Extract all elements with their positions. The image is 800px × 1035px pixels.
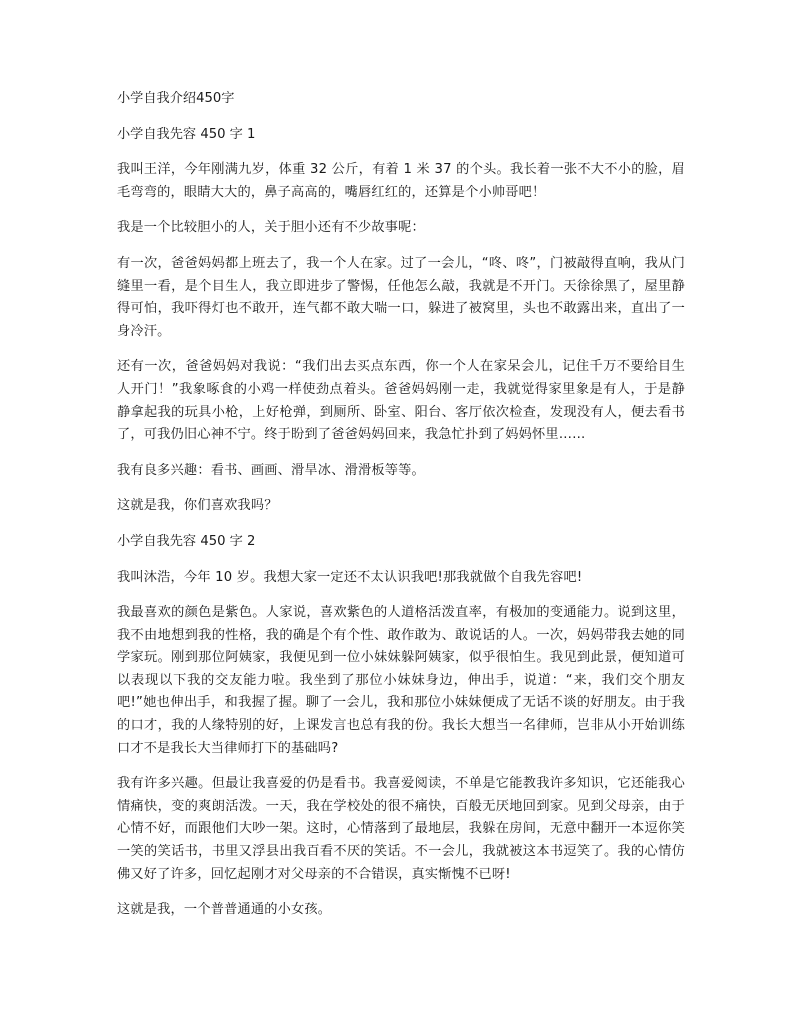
- section-1-paragraph-3: 有一次，爸爸妈妈都上班去了，我一个人在家。过了一会儿，“咚、咚”，门被敲得直响，我从门缝里一看，是个目生人，我立即进步了警惕，任他怎么敲，我就是不开门。天徐徐黑了，屋里静得可怕，我吓得灯也不敢开，连气都不敢大喘一口，躲进了被窝里，头也不敢露出来，直出了一身冷汗。: [117, 255, 685, 339]
- section-1-paragraph-5: 我有良多兴趣：看书、画画、滑旱冰、滑滑板等等。: [117, 462, 425, 478]
- section-1-paragraph-1: 我叫王洋，今年刚满九岁，体重 32 公斤，有着 1 米 37 的个头。我长着一张不大不小的脸，眉毛弯弯的，眼睛大大的，鼻子高高的，嘴唇红红的，还算是个小帅哥吧！: [117, 162, 685, 200]
- document-page: [117, 88, 685, 935]
- section-2-paragraph-2: 我最喜欢的颜色是紫色。人家说，喜欢紫色的人道格活泼直率，有极加的变通能力。说到这里，我不由地想到我的性格，我的确是个有个性、敢作敢为、敢说话的人。一次，妈妈带我去她的同学家玩。刚到那位阿姨家，我便见到一位小妹妹躲阿姨家，似乎很怕生。我见到此景，便知道可以表现以下我的交友能力啦。我坐到了那位小妹妹身边，伸出手，说道：“来，我们交个朋友吧!”她也伸出手，和我握了握。聊了一会儿，我和那位小妹妹便成了无话不谈的好朋友。由于我的口才，我的人缘特别的好，上课发言也总有我的份。我长大想当一名律师，岂非从小开始训练口才不是我长大当律师打下的基础吗?: [117, 605, 685, 756]
- section-1-paragraph-4: 还有一次，爸爸妈妈对我说：“我们出去买点东西，你一个人在家呆会儿，记住千万不要给目生人开门！”我象啄食的小鸡一样使劲点着头。爸爸妈妈刚一走，我就觉得家里象是有人，于是静静拿起我的玩具小枪，上好枪弹，到厕所、卧室、阳台、客厅依次检查，发现没有人，便去看书了，可我仍旧心神不宁。终于盼到了爸爸妈妈回来，我急忙扑到了妈妈怀里……: [117, 359, 685, 443]
- section-1-heading: 小学自我先容 450 字 1: [117, 126, 256, 142]
- section-1-paragraph-6: 这就是我，你们喜欢我吗？: [117, 498, 278, 514]
- document-title: 小学自我介绍450字: [117, 91, 235, 106]
- section-2-paragraph-4: 这就是我，一个普普通通的小女孩。: [117, 902, 332, 918]
- section-1-paragraph-2: 我是一个比较胆小的人，关于胆小还有不少故事呢：: [117, 220, 425, 236]
- section-2-heading: 小学自我先容 450 字 2: [117, 533, 256, 549]
- section-2-paragraph-1: 我叫沐浩，今年 10 岁。我想大家一定还不太认识我吧!那我就做个自我先容吧!: [117, 569, 583, 585]
- section-2-paragraph-3: 我有许多兴趣。但最让我喜爱的仍是看书。我喜爱阅读，不单是它能教我许多知识，它还能我心情痛快，变的爽朗活泼。一天，我在学校处的很不痛快，百般无厌地回到家。见到父母亲，由于心情不好，而跟他们大吵一架。这时，心情落到了最地层，我躲在房间，无意中翻开一本逗你笑一笑的笑话书，书里又浮县出我百看不厌的笑话。不一会儿，我就被这本书逗笑了。我的心情仿佛又好了许多，回忆起刚才对父母亲的不合错误，真实惭愧不已呀!: [117, 776, 685, 882]
